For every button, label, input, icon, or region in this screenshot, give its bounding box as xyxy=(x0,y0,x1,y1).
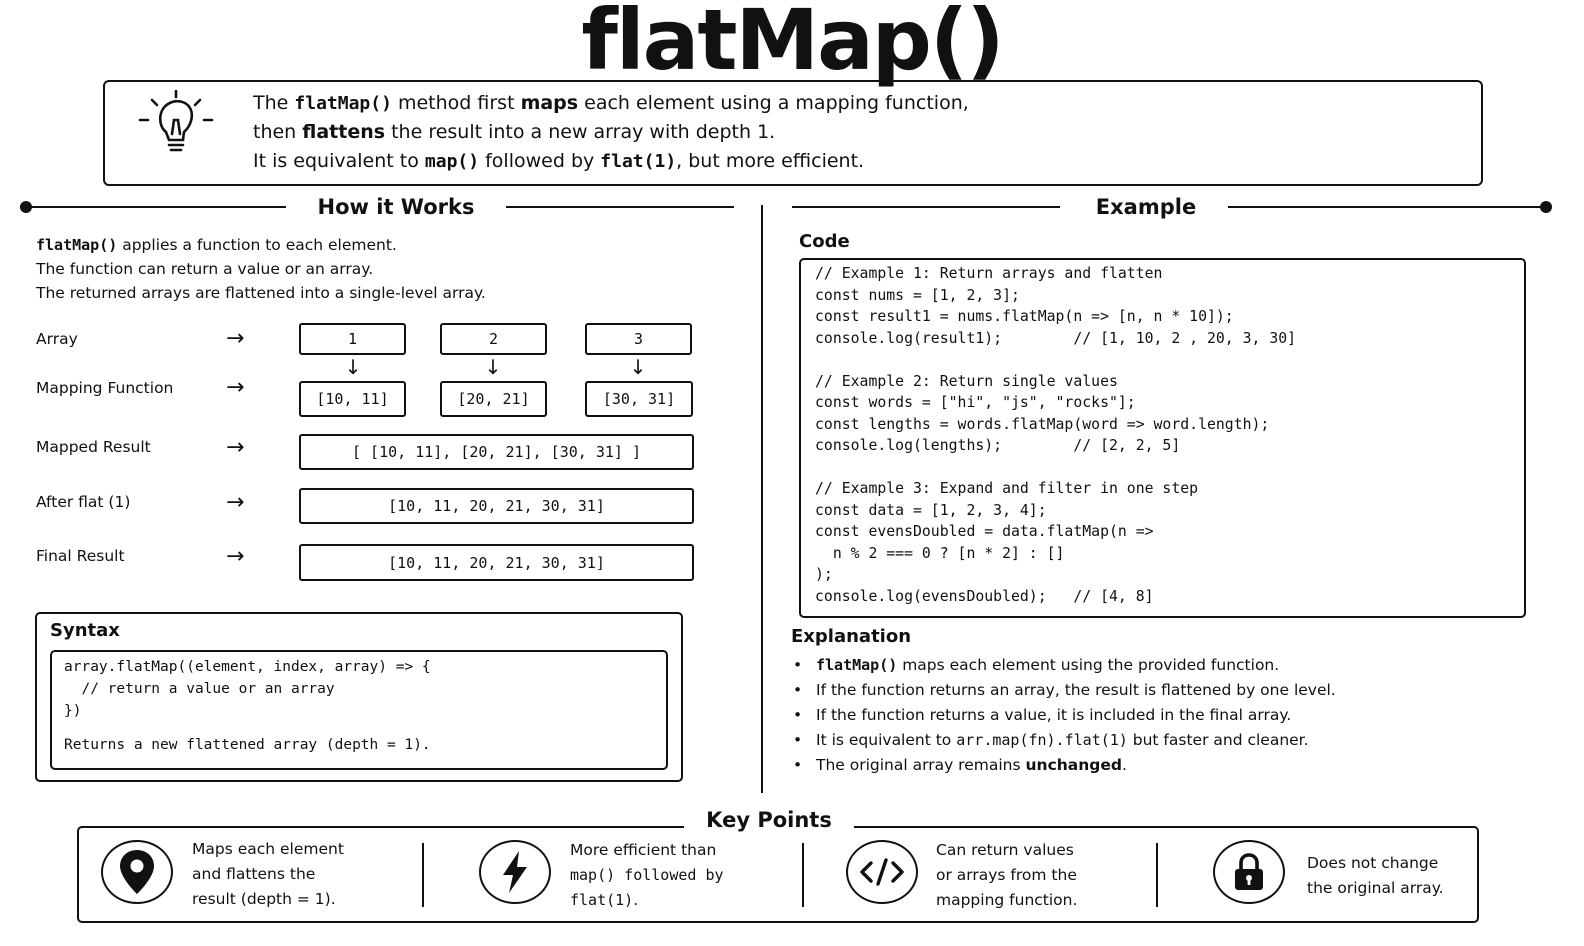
code-line: const words = ["hi", "js", "rocks"]; xyxy=(815,394,1136,411)
row-label-final-result: Final Result xyxy=(36,547,125,565)
section-line xyxy=(1228,206,1546,208)
lock-icon-glyph xyxy=(1232,852,1266,892)
final-result-cell: [10, 11, 20, 21, 30, 31] xyxy=(299,544,694,581)
code-line: console.log(lengths); // [2, 2, 5] xyxy=(815,437,1181,454)
mapped-result-cell: [ [10, 11], [20, 21], [30, 31] ] xyxy=(299,434,694,470)
lightning-bolt-icon xyxy=(479,840,551,904)
code-line: console.log(result1); // [1, 10, 2 , 20, 3, 30] xyxy=(815,329,1297,347)
lightning-bolt-icon-glyph xyxy=(500,850,530,894)
how-desc-line-2: The function can return a value or an array. xyxy=(36,260,374,278)
explanation-label: Explanation xyxy=(791,626,912,647)
code-line: console.log(evensDoubled); // [4, 8] xyxy=(815,587,1154,605)
row-label-mapped-result: Mapped Result xyxy=(36,438,151,456)
explanation-item: • If the function returns an array, the result is flattened by one level. xyxy=(793,681,1336,699)
intro-line-2: then flattens the result into a new array with depth 1. xyxy=(253,121,776,143)
after-flat-cell: [10, 11, 20, 21, 30, 31] xyxy=(299,488,694,524)
intro-line-1: The flatMap() method first maps each element using a mapping function, xyxy=(253,92,969,114)
key-points-title: Key Points xyxy=(706,808,832,832)
section-line xyxy=(506,206,734,208)
key-point-separator xyxy=(802,843,804,907)
syntax-line: array.flatMap((element, index, array) => { xyxy=(64,659,431,675)
lock-icon xyxy=(1213,840,1285,904)
code-line: const nums = [1, 2, 3]; xyxy=(815,286,1020,304)
vertical-divider xyxy=(761,205,763,793)
code-line: const evensDoubled = data.flatMap(n => xyxy=(815,523,1154,540)
key-point-1-text: Maps each element and flattens the result (depth = 1). xyxy=(192,840,344,908)
right-arrow-icon: → xyxy=(226,435,245,460)
syntax-title: Syntax xyxy=(50,620,120,641)
input-cell-3: 3 xyxy=(585,323,692,355)
right-arrow-icon: → xyxy=(226,544,245,569)
code-label: Code xyxy=(799,231,850,252)
section-line xyxy=(792,206,1060,208)
how-desc-line-3: The returned arrays are flattened into a single-level array. xyxy=(36,284,486,302)
code-line: n % 2 === 0 ? [n * 2] : [] xyxy=(815,544,1065,562)
input-cell-2: 2 xyxy=(440,323,547,355)
row-label-mapping-function: Mapping Function xyxy=(36,379,174,397)
code-line: // Example 1: Return arrays and flatten xyxy=(815,265,1163,282)
section-dot-right xyxy=(1540,201,1552,213)
code-line: // Example 2: Return single values xyxy=(815,372,1118,390)
key-point-separator xyxy=(1156,843,1158,907)
section-line xyxy=(26,206,286,208)
how-desc-line-1: flatMap() applies a function to each element. xyxy=(36,236,397,254)
right-arrow-icon: → xyxy=(226,326,245,351)
example-title: Example xyxy=(1095,195,1197,219)
syntax-line: // return a value or an array xyxy=(64,681,335,697)
code-line: const result1 = nums.flatMap(n => [n, n * 10]); xyxy=(815,308,1234,325)
code-icon xyxy=(846,840,918,904)
right-arrow-icon: → xyxy=(226,375,245,400)
code-line: // Example 3: Expand and filter in one step xyxy=(815,480,1199,497)
right-arrow-icon: → xyxy=(226,490,245,515)
code-icon-glyph xyxy=(859,857,905,887)
input-cell-1: 1 xyxy=(299,323,406,355)
page-title: flatMap() xyxy=(581,0,1003,89)
explanation-item: • If the function returns a value, it is included in the final array. xyxy=(793,706,1292,724)
row-label-array: Array xyxy=(36,330,78,348)
how-it-works-title: How it Works xyxy=(317,195,475,219)
location-pin-icon xyxy=(101,840,173,904)
intro-line-3: It is equivalent to map() followed by flat(1), but more efficient. xyxy=(253,150,865,172)
mapped-cell-1: [10, 11] xyxy=(299,381,406,417)
code-line: ); xyxy=(815,566,833,583)
key-point-3-text: Can return values or arrays from the mapping function. xyxy=(936,841,1078,909)
code-line: const lengths = words.flatMap(word => word.length); xyxy=(815,415,1270,433)
syntax-returns: Returns a new flattened array (depth = 1). xyxy=(64,737,431,753)
explanation-item: • The original array remains unchanged. xyxy=(793,756,1127,774)
explanation-item: • flatMap() maps each element using the provided function. xyxy=(793,656,1280,674)
explanation-item: • It is equivalent to arr.map(fn).flat(1) but faster and cleaner. xyxy=(793,731,1309,749)
row-label-after-flat: After flat (1) xyxy=(36,493,131,511)
key-point-4-text: Does not change the original array. xyxy=(1307,854,1444,897)
mapped-cell-2: [20, 21] xyxy=(440,381,547,417)
key-point-separator xyxy=(422,843,424,907)
down-arrow-icon: ↓ xyxy=(629,355,647,379)
syntax-line: }) xyxy=(64,703,82,719)
code-line: const data = [1, 2, 3, 4]; xyxy=(815,501,1047,519)
lightbulb-icon xyxy=(136,90,216,162)
mapped-cell-3: [30, 31] xyxy=(585,381,693,417)
down-arrow-icon: ↓ xyxy=(484,355,502,379)
location-pin-icon-glyph xyxy=(117,848,157,896)
key-point-2-text: More efficient than map() followed by flat(1). xyxy=(570,841,724,909)
down-arrow-icon: ↓ xyxy=(344,355,362,379)
